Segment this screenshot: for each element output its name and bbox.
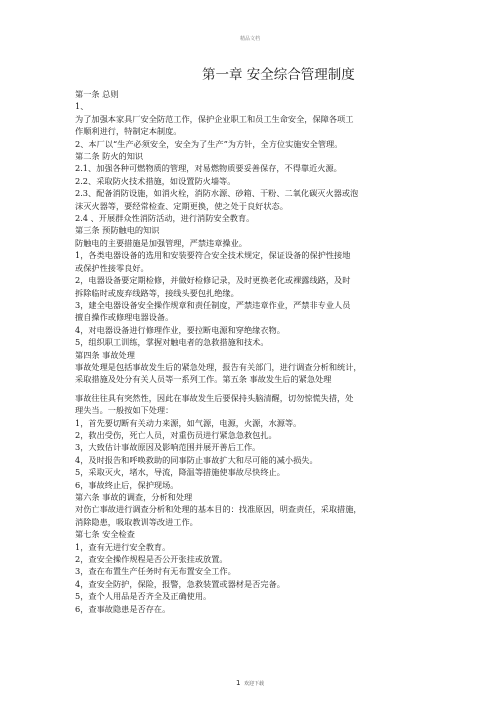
text-line: 6，查事故隐患是否存在。: [75, 603, 171, 614]
page-title: 第一章 安全综合管理制度: [202, 67, 355, 83]
text-line: 4，对电器设备进行修理作业，要拉断电源和穿绝缘衣物。: [75, 324, 285, 335]
text-line: 第一条 总则: [75, 89, 119, 99]
text-line: 2，电器设备要定期检修，并做好检修记录，及时更换老化或裸露线路，及时: [75, 275, 351, 286]
text-line: 消除隐患，吸取教训等改进工作。: [75, 516, 198, 527]
text-line: 1、: [75, 101, 89, 112]
text-line: 第六条 事故的调查，分析和处理: [75, 492, 193, 502]
text-line: 2.2、采取防火技术措施，如设置防火墙等。: [75, 175, 236, 186]
text-line: 理失当。一般按如下处理：: [75, 405, 174, 416]
text-line: 或保护性接零良好。: [75, 262, 149, 273]
page-number: 1: [235, 679, 241, 687]
text-line: 1，各类电器设备的选用和安装要符合安全技术规定，保证设备的保护性接地: [75, 250, 351, 261]
text-line: 1，查有无进行安全教育。: [75, 541, 171, 552]
text-line: 2.3、配备消防设施，如消火栓，消防水源、砂箱、干粉、二氧化碳灭火器或泡: [75, 188, 359, 199]
text-line: 4，及时报告和呼唤救助的同事防止事故扩大和尽可能的减小损失。: [75, 454, 318, 465]
text-line: 2、本厂以“生产必须安全，安全为了生产”为方针，全方位实施安全管理。: [75, 138, 343, 149]
text-line: 1，首先要切断有关动力来源，如气源，电源，火源，水源等。: [75, 417, 302, 428]
page-footer: [0, 679, 500, 687]
text-line: 4，查安全防护，保险，报警，急救装置或器材是否完备。: [75, 578, 285, 589]
header-note: 精品文档: [239, 36, 260, 42]
text-line: 事故往往具有突然性，因此在事故发生后要保持头脑清醒，切勿惊慌失措，处: [75, 392, 354, 403]
text-line: 沫灭火器等，要经常检查、定期更换，使之处于良好状态。: [75, 200, 288, 211]
text-line: 采取措施及处分有关人员等一系列工作。第五条 事故发生后的紧急处理: [75, 374, 332, 385]
text-line: 3，建全电器设备安全操作规章和责任制度，严禁违章作业，严禁非专业人员: [75, 299, 351, 310]
text-line: 对伤亡事故进行调查分析和处理的基本目的：找准原因，明查责任，采取措施，: [75, 504, 362, 515]
text-line: 2.4 、开展群众性消防活动，进行消防安全教育。: [75, 213, 255, 224]
document-body: [75, 88, 430, 615]
text-line: 5，组织职工训练，掌握对触电者的急救措施和技术。: [75, 337, 269, 348]
text-line: 3，查在布置生产任务时有无布置安全工作。: [75, 566, 236, 577]
text-line: 第七条 安全检查: [75, 529, 135, 540]
text-line: 为了加强本家具厂安全防范工作，保护企业职工和员工生命安全，保障各项工: [75, 113, 354, 124]
text-line: 第二条 防火的知识: [75, 151, 144, 162]
text-line: 3，大致估计事故原因及影响范围并展开善后工作。: [75, 442, 261, 453]
text-line: 2，查安全操作规程是否公开张挂或放置。: [75, 554, 228, 565]
text-line: 5，采取灭火，堵水，导流，降温等措施使事故尽快终止。: [75, 467, 285, 478]
text-line: 第三条 预防触电的知识: [75, 225, 160, 236]
text-line: 第四条 事故处理: [75, 349, 135, 360]
text-line: 擅自操作或修理电器设备。: [75, 312, 174, 323]
text-line: 2，救出受伤，死亡人员，对重伤员进行紧急急救包扎。: [75, 429, 277, 440]
text-line: 拆除临时或废弃线路等，接线头要包扎绝缘。: [75, 287, 239, 298]
text-line: 事故处理是包括事故发生后的紧急处理，报告有关部门，进行调查分析和统计，: [75, 361, 362, 372]
text-line: 6，事故终止后，保护现场。: [75, 479, 179, 490]
text-line: 防触电的主要措施是加强管理，严禁违章操业。: [75, 237, 247, 248]
footer-note: 欢迎下载: [244, 681, 265, 687]
text-line: 2.1、加强各种可燃物质的管理，对易燃物质要妥善保存，不得靠近火源。: [75, 163, 342, 174]
text-line: 作顺利进行，特制定本制度。: [75, 126, 182, 137]
text-line: 5，查个人用品是否齐全及正确使用。: [75, 591, 212, 602]
